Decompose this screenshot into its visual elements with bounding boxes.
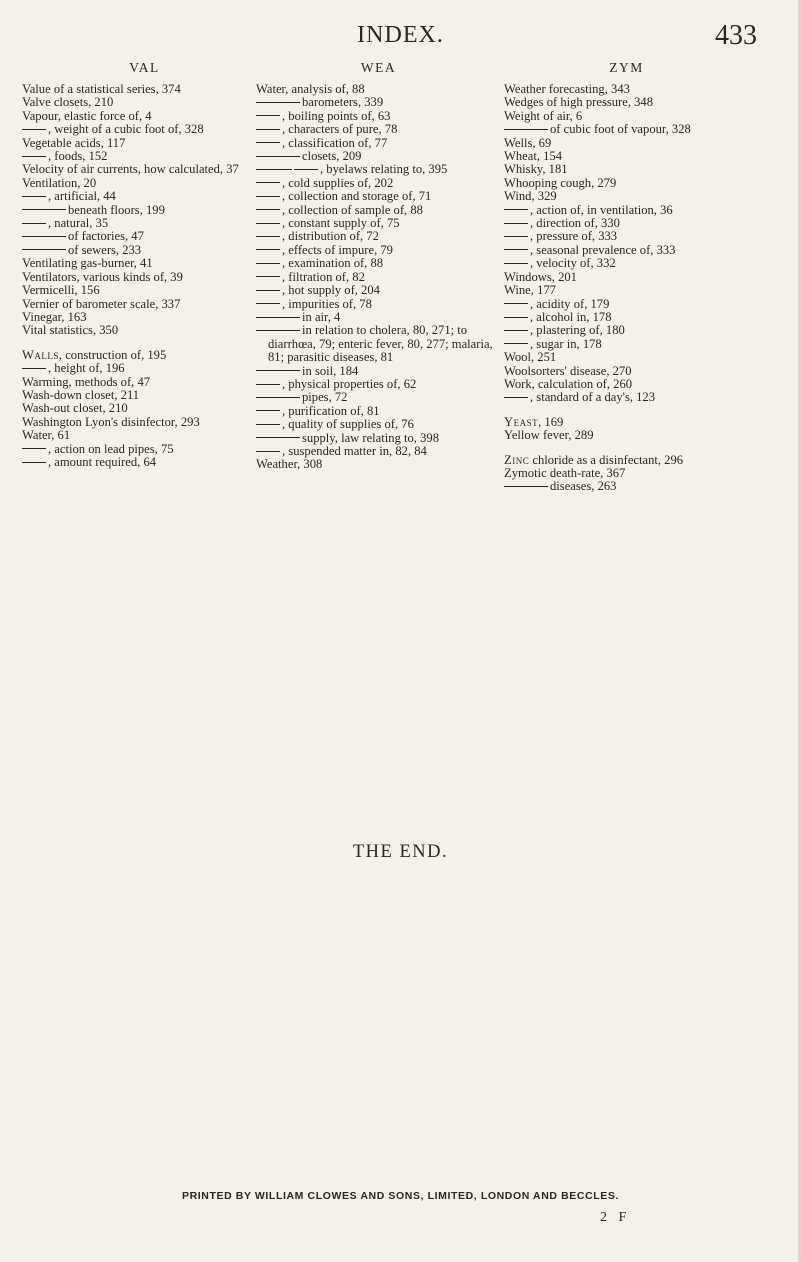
entry-text: pipes, 72 <box>302 390 348 405</box>
entry-text: , weight of a cubic foot of, 328 <box>48 122 204 137</box>
entry-list <box>22 83 267 469</box>
entry-text: Value of a statistical series, 374 <box>22 82 181 96</box>
entry-text: closets, 209 <box>302 149 362 164</box>
entry-text: Zymotic death-rate, 367 <box>504 465 626 480</box>
index-entry <box>504 429 749 442</box>
index-entry <box>504 110 749 123</box>
ditto-rule <box>256 102 300 103</box>
entry-text: , characters of pure, 78 <box>282 122 398 137</box>
entry-text: , natural, 35 <box>48 216 109 231</box>
index-entry <box>22 284 267 297</box>
ditto-rule <box>22 368 46 369</box>
entry-text: , byelaws relating to, 395 <box>320 162 448 177</box>
entry-text: Wedges of high pressure, 348 <box>504 95 654 110</box>
ditto-rule <box>504 223 528 224</box>
ditto-rule <box>504 209 528 210</box>
index-entry <box>22 389 267 402</box>
index-entry <box>504 284 749 297</box>
entry-text: Woolsorters' disease, 270 <box>504 363 632 378</box>
entry-text: , filtration of, 82 <box>282 269 365 284</box>
index-entry <box>256 190 501 203</box>
signature-mark: 2 F <box>600 1210 631 1225</box>
entry-text: , standard of a day's, 123 <box>530 390 656 405</box>
index-entry <box>504 454 749 467</box>
entry-list <box>256 83 501 472</box>
entry-text: Whooping cough, 279 <box>504 175 617 190</box>
ditto-rule <box>256 156 300 157</box>
index-entry <box>504 378 749 391</box>
index-entry <box>256 418 501 431</box>
entry-text: Ventilators, various kinds of, 39 <box>22 269 183 284</box>
index-entry <box>22 257 267 270</box>
ditto-rule <box>22 448 46 449</box>
index-entry <box>504 311 749 324</box>
entry-text: , purification of, 81 <box>282 403 380 418</box>
index-entry <box>504 467 749 480</box>
index-entry <box>22 429 267 442</box>
index-entry <box>504 177 749 190</box>
running-title: INDEX. <box>357 22 444 48</box>
ditto-rule <box>256 196 280 197</box>
printer-imprint: PRINTED BY WILLIAM CLOWES AND SONS, LIMITED, LONDON AND BECCLES. <box>181 1190 619 1202</box>
entry-text: Vinegar, 163 <box>22 309 87 324</box>
entry-text: , suspended matter in, 82, 84 <box>282 443 427 458</box>
ditto-rule <box>256 142 280 143</box>
entry-text: Weather forecasting, 343 <box>504 82 630 96</box>
entry-text: Water, 61 <box>22 428 71 443</box>
index-entry <box>22 376 267 389</box>
index-entry <box>504 298 749 311</box>
entry-text: , foods, 152 <box>48 149 108 164</box>
index-entry <box>22 204 267 217</box>
index-entry <box>504 338 749 351</box>
index-entry <box>256 405 501 418</box>
index-entry <box>256 96 501 109</box>
ditto-rule <box>504 129 548 130</box>
entry-text: of factories, 47 <box>68 229 144 244</box>
index-entry <box>22 456 267 469</box>
index-entry <box>256 163 501 176</box>
entry-text: , physical properties of, 62 <box>282 376 417 391</box>
entry-text: , height of, 196 <box>48 361 125 376</box>
index-entry <box>504 217 749 230</box>
ditto-rule <box>256 317 300 318</box>
entry-text: , pressure of, 333 <box>530 229 618 244</box>
index-entry <box>22 443 267 456</box>
ditto-rule <box>294 169 318 170</box>
ditto-rule <box>22 196 46 197</box>
entry-text: , acidity of, 179 <box>530 296 610 311</box>
ditto-rule <box>256 384 280 385</box>
entry-text: Wind, 329 <box>504 189 557 204</box>
ditto-rule <box>256 424 280 425</box>
ditto-rule <box>22 223 46 224</box>
ditto-rule <box>256 451 280 452</box>
index-entry <box>504 190 749 203</box>
index-entry <box>256 445 501 458</box>
index-entry <box>256 298 501 311</box>
entry-text: of sewers, 233 <box>68 242 142 257</box>
index-entry <box>504 271 749 284</box>
entry-text: , alcohol in, 178 <box>530 309 612 324</box>
ditto-rule <box>504 249 528 250</box>
entry-text: Vermicelli, 156 <box>22 283 100 298</box>
index-entry <box>504 123 749 136</box>
ditto-rule <box>256 276 280 277</box>
ditto-rule <box>504 303 528 304</box>
index-entry <box>504 83 749 96</box>
index-entry <box>22 416 267 429</box>
ditto-rule <box>504 343 528 344</box>
entry-text: Wool, 251 <box>504 350 557 365</box>
the-end-text: THE END. <box>352 842 449 862</box>
ditto-rule <box>256 410 280 411</box>
index-entry <box>504 96 749 109</box>
index-entry <box>22 110 267 123</box>
entry-list <box>504 83 749 494</box>
index-entry <box>22 324 267 337</box>
index-entry <box>22 83 267 96</box>
index-entry <box>504 351 749 364</box>
entry-text: , plastering of, 180 <box>530 323 625 338</box>
entry-text: , construction of, 195 <box>58 347 167 362</box>
index-entry <box>256 365 501 378</box>
entry-text: , collection and storage of, 71 <box>282 189 432 204</box>
index-entry <box>504 257 749 270</box>
ditto-rule <box>22 129 46 130</box>
entry-text: Washington Lyon's disinfector, 293 <box>22 414 200 429</box>
entry-text: Wells, 69 <box>504 135 552 150</box>
index-entry <box>504 244 749 257</box>
entry-text: , effects of impure, 79 <box>282 242 393 257</box>
index-entry <box>504 230 749 243</box>
index-entry <box>256 244 501 257</box>
entry-text: Wash-out closet, 210 <box>22 401 128 416</box>
entry-text: , velocity of, 332 <box>530 256 616 271</box>
entry-text: , hot supply of, 204 <box>282 283 380 298</box>
index-column-2 <box>256 60 501 472</box>
entry-text: , 169 <box>538 414 564 429</box>
index-entry <box>504 163 749 176</box>
index-entry <box>256 204 501 217</box>
ditto-rule <box>256 263 280 264</box>
entry-headword: Yeast <box>504 414 539 429</box>
ditto-rule <box>22 209 66 210</box>
index-entry <box>22 311 267 324</box>
index-entry <box>22 137 267 150</box>
index-entry <box>256 271 501 284</box>
index-entry <box>256 230 501 243</box>
ditto-rule <box>22 462 46 463</box>
ditto-rule <box>256 330 300 331</box>
index-entry <box>256 123 501 136</box>
column-heading: ZYM <box>609 60 644 75</box>
ditto-rule <box>256 290 280 291</box>
entry-text: , sugar in, 178 <box>530 336 602 351</box>
ditto-rule <box>22 236 66 237</box>
ditto-rule <box>256 129 280 130</box>
entry-text: Wheat, 154 <box>504 149 563 164</box>
index-entry <box>256 324 501 364</box>
entry-text: Wash-down closet, 211 <box>22 387 140 402</box>
index-entry <box>504 137 749 150</box>
entry-text: , examination of, 88 <box>282 256 384 271</box>
index-entry <box>504 391 749 404</box>
ditto-rule <box>504 236 528 237</box>
index-entry <box>256 391 501 404</box>
entry-text: Warming, methods of, 47 <box>22 374 151 389</box>
index-entry <box>256 177 501 190</box>
entry-text: , seasonal prevalence of, 333 <box>530 242 676 257</box>
index-entry <box>22 230 267 243</box>
entry-text: , quality of supplies of, 76 <box>282 417 414 432</box>
index-entry <box>256 110 501 123</box>
index-entry <box>22 244 267 257</box>
index-entry <box>256 83 501 96</box>
entry-text: Yellow fever, 289 <box>504 428 594 443</box>
index-entry <box>22 163 267 176</box>
index-entry <box>22 150 267 163</box>
ditto-rule <box>256 249 280 250</box>
entry-text: , action on lead pipes, 75 <box>48 441 174 456</box>
ditto-rule <box>256 182 280 183</box>
entry-text: Water, analysis of, 88 <box>256 82 365 96</box>
index-entry <box>22 217 267 230</box>
entry-text: Windows, 201 <box>504 269 577 284</box>
entry-text: Weight of air, 6 <box>504 108 583 123</box>
index-entry <box>256 150 501 163</box>
entry-text: Velocity of air currents, how calculated, 37 <box>22 162 239 177</box>
entry-headword: Walls <box>22 347 59 362</box>
entry-text: in air, 4 <box>302 309 341 324</box>
ditto-rule <box>256 209 280 210</box>
index-entry <box>22 362 267 375</box>
ditto-rule <box>256 115 280 116</box>
ditto-rule <box>256 303 280 304</box>
index-entry <box>256 432 501 445</box>
index-entry <box>256 458 501 471</box>
index-entry <box>22 271 267 284</box>
entry-text: , direction of, 330 <box>530 216 620 231</box>
ditto-rule <box>256 437 300 438</box>
index-column-1 <box>22 60 267 469</box>
index-column-3 <box>504 60 749 494</box>
entry-text: supply, law relating to, 398 <box>302 430 439 445</box>
ditto-rule <box>256 370 300 371</box>
ditto-rule <box>22 249 66 250</box>
entry-text: Vital statistics, 350 <box>22 323 119 338</box>
entry-text: barometers, 339 <box>302 95 384 110</box>
index-entry <box>256 217 501 230</box>
entry-text: Valve closets, 210 <box>22 95 114 110</box>
column-heading: WEA <box>360 60 397 75</box>
index-entry <box>504 365 749 378</box>
entry-text: , artificial, 44 <box>48 189 116 204</box>
index-entry <box>22 298 267 311</box>
entry-text: , amount required, 64 <box>48 454 157 469</box>
page-number: 433 <box>715 20 757 51</box>
entry-text: beneath floors, 199 <box>68 202 165 217</box>
index-entry <box>504 150 749 163</box>
ditto-rule <box>256 223 280 224</box>
column-heading: VAL <box>129 60 160 75</box>
entry-text: Work, calculation of, 260 <box>504 376 633 391</box>
entry-text: , constant supply of, 75 <box>282 216 400 231</box>
ditto-rule <box>504 263 528 264</box>
index-entry <box>22 96 267 109</box>
entry-text: Vegetable acids, 117 <box>22 135 126 150</box>
entry-text: Weather, 308 <box>256 457 323 472</box>
entry-text: of cubic foot of vapour, 328 <box>550 122 691 137</box>
index-entry <box>22 190 267 203</box>
ditto-rule <box>504 486 548 487</box>
index-entry <box>256 378 501 391</box>
entry-text: in relation to cholera, 80, 271; to diarrhœa, 79; enteric fever, 80, 277; malaria, 81; parasitic diseases, 81 <box>268 323 493 365</box>
index-entry <box>504 416 749 429</box>
index-entry <box>22 402 267 415</box>
entry-text: chloride as a disinfectant, 296 <box>529 452 684 467</box>
index-entry <box>22 349 267 362</box>
entry-text: Wine, 177 <box>504 283 556 298</box>
entry-text: Ventilation, 20 <box>22 175 97 190</box>
index-entry <box>504 324 749 337</box>
ditto-rule <box>22 156 46 157</box>
entry-text: , cold supplies of, 202 <box>282 175 394 190</box>
entry-text: diseases, 263 <box>550 479 617 494</box>
entry-text: Whisky, 181 <box>504 162 568 177</box>
index-entry <box>504 204 749 217</box>
ditto-rule <box>256 236 280 237</box>
entry-text: , boiling points of, 63 <box>282 108 391 123</box>
entry-text: in soil, 184 <box>302 363 359 378</box>
entry-headword: Zinc <box>504 452 530 467</box>
entry-text: , action of, in ventilation, 36 <box>530 202 673 217</box>
entry-text: Vapour, elastic force of, 4 <box>22 108 152 123</box>
entry-text: Ventilating gas-burner, 41 <box>22 256 153 271</box>
ditto-rule <box>256 169 292 170</box>
index-entry <box>256 284 501 297</box>
index-entry <box>22 177 267 190</box>
entry-text: , distribution of, 72 <box>282 229 379 244</box>
index-entry <box>256 257 501 270</box>
ditto-rule <box>256 397 300 398</box>
index-entry <box>504 480 749 493</box>
index-entry <box>256 311 501 324</box>
index-entry <box>256 137 501 150</box>
entry-text: , impurities of, 78 <box>282 296 372 311</box>
ditto-rule <box>504 397 528 398</box>
index-entry <box>22 123 267 136</box>
ditto-rule <box>504 317 528 318</box>
entry-text: , classification of, 77 <box>282 135 388 150</box>
ditto-rule <box>504 330 528 331</box>
entry-text: Vernier of barometer scale, 337 <box>22 296 181 311</box>
entry-text: , collection of sample of, 88 <box>282 202 423 217</box>
